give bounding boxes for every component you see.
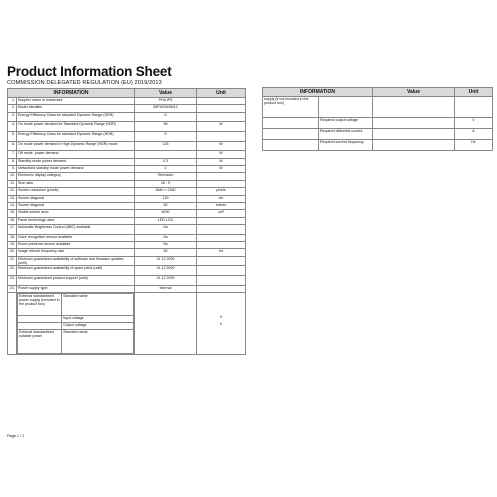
- header-value: Value: [135, 89, 197, 98]
- row-number: 5.: [8, 131, 17, 141]
- row-label: On mode power demand for Standard Dynamic Range (SDR): [17, 122, 135, 132]
- side-header-unit: Unit: [455, 88, 493, 97]
- row-unit: Hz: [197, 249, 246, 256]
- side-delivered-current-unit: A: [455, 129, 493, 140]
- row-number: 2.: [8, 105, 17, 112]
- table-row: [8, 173, 246, 180]
- table-row: [8, 151, 246, 158]
- table-row: [8, 256, 246, 266]
- row-value: G: [135, 112, 197, 122]
- input-voltage-label: Input voltage: [62, 316, 134, 323]
- row-number: 1.: [8, 98, 17, 105]
- row-label: Screen resolution (pixels): [17, 188, 135, 195]
- row-unit: W: [197, 151, 246, 158]
- row-label: Screen diagonal: [17, 195, 135, 202]
- row-unit: [197, 180, 246, 187]
- row-value: PHILIPS: [135, 98, 197, 105]
- side-current-frequency-unit: Hz: [455, 140, 493, 151]
- ext-std-label: External standardised power supply (included in the product box): [18, 294, 62, 316]
- row-number: 3.: [8, 112, 17, 122]
- row-label: Image refresh frequency rate: [17, 249, 135, 256]
- header-unit: Unit: [197, 89, 246, 98]
- row-label: Off mode, power demand: [17, 151, 135, 158]
- table-row: [8, 141, 246, 151]
- row-number: 22.: [8, 266, 17, 276]
- table-row: [8, 276, 246, 286]
- row-unit: W: [197, 122, 246, 132]
- page-footer: Page 1 / 2: [7, 434, 25, 438]
- row-value: Television: [135, 173, 197, 180]
- row-unit: inches: [197, 202, 246, 209]
- row-label: Minimum guaranteed availability of spare parts (until): [17, 266, 135, 276]
- table-row: [8, 195, 246, 202]
- row-unit: [197, 98, 246, 105]
- table-row: [8, 210, 246, 217]
- row-value: No: [135, 234, 197, 241]
- row-number: 6.: [8, 141, 17, 151]
- side-delivered-current: Required delivered current: [319, 129, 373, 140]
- row-number: 19.: [8, 242, 17, 249]
- row-number: 8.: [8, 158, 17, 165]
- row-label: Energy Efficiency Class for standard Dynamic Range (SDR): [17, 112, 135, 122]
- table-row: [8, 112, 246, 122]
- table-row: [8, 217, 246, 224]
- table-row: [8, 131, 246, 141]
- side-current-frequency: Required current frequency: [319, 140, 373, 151]
- table-row: [8, 158, 246, 165]
- row-value: 50: [135, 249, 197, 256]
- table-row: [8, 242, 246, 249]
- row-value: 96: [135, 122, 197, 132]
- row-value: 3840 × 2160: [135, 188, 197, 195]
- row-value: 125: [135, 141, 197, 151]
- row-value: 55: [135, 202, 197, 209]
- side-header-information: INFORMATION: [263, 88, 373, 97]
- input-voltage-unit: V: [219, 315, 223, 319]
- row-value: 0.3: [135, 158, 197, 165]
- row-number: 20.: [8, 249, 17, 256]
- row-label: Visible screen area: [17, 210, 135, 217]
- row-value: G: [135, 131, 197, 141]
- regulation-subtitle: COMMISSION DELEGATED REGULATION (EU) 2019/2013: [7, 80, 162, 86]
- row-label: Power supply type:: [17, 285, 135, 292]
- row-unit: [197, 173, 246, 180]
- row-unit: [197, 234, 246, 241]
- table-row: [8, 180, 246, 187]
- row-number: 4.: [8, 122, 17, 132]
- row-unit: [197, 276, 246, 286]
- row-number: 7.: [8, 151, 17, 158]
- row-unit: [197, 266, 246, 276]
- row-value: internal: [135, 285, 197, 292]
- info-table-body: [8, 98, 246, 293]
- row-value: 31 12 2029: [135, 266, 197, 276]
- std-name-label: Standard name: [62, 294, 134, 316]
- power-supply-subtable: [17, 293, 134, 354]
- table-row: [8, 105, 246, 112]
- table-row: [8, 188, 246, 195]
- row-value: 31 12 2030: [135, 256, 197, 266]
- row-value: 31 12 2029: [135, 276, 197, 286]
- row-value: 2: [135, 165, 197, 172]
- row-label: Supplier name or trademark: [17, 98, 135, 105]
- row-value: 55PUS9435/12: [135, 105, 197, 112]
- row-value: 16 : 9: [135, 180, 197, 187]
- row-number: 15.: [8, 210, 17, 217]
- output-voltage-unit: V: [219, 322, 223, 326]
- row-label: Voice recognition sensor available: [17, 234, 135, 241]
- row-number: 16.: [8, 217, 17, 224]
- row-unit: W: [197, 141, 246, 151]
- row-number: 14.: [8, 202, 17, 209]
- row-label: Screen diagonal: [17, 202, 135, 209]
- row-value: No: [135, 225, 197, 235]
- side-supply-label: supply (if not included in the product box): [263, 97, 319, 118]
- row-label: Panel technology used: [17, 217, 135, 224]
- row-unit: [197, 225, 246, 235]
- row-unit: [197, 217, 246, 224]
- row-label: Electronic display category: [17, 173, 135, 180]
- row-unit: cm: [197, 195, 246, 202]
- row-value: LED LCD: [135, 217, 197, 224]
- row-label: Minimum guaranteed product support (until): [17, 276, 135, 286]
- table-row: [8, 249, 246, 256]
- table-row: [8, 266, 246, 276]
- row-label: Networked standby mode power demand: [17, 165, 135, 172]
- table-row: [8, 98, 246, 105]
- row-unit: [197, 256, 246, 266]
- row-value: [135, 151, 197, 158]
- header-information: INFORMATION: [8, 89, 135, 98]
- table-row: [8, 165, 246, 172]
- side-output-voltage-unit: V: [455, 118, 493, 129]
- row-number: 18.: [8, 234, 17, 241]
- table-row: [8, 285, 246, 292]
- row-number: 10.: [8, 173, 17, 180]
- side-output-voltage: Required output voltage: [319, 118, 373, 129]
- row-label: Automatic Brightness Control (ABC) available: [17, 225, 135, 235]
- side-header-value: Value: [373, 88, 455, 97]
- row-label: Size ratio: [17, 180, 135, 187]
- row-label: Standby mode power demand: [17, 158, 135, 165]
- row-number: 12.: [8, 188, 17, 195]
- row-unit: pixels: [197, 188, 246, 195]
- table-row: [8, 234, 246, 241]
- side-table: [262, 87, 493, 151]
- row-number: 17.: [8, 225, 17, 235]
- row-label: On mode power demand in High Dynamic Range (HDR) mode: [17, 141, 135, 151]
- row-label: Model identifier: [17, 105, 135, 112]
- row-label: Energy Efficiency Class for standard Dynamic Range (HDR): [17, 131, 135, 141]
- output-voltage-label: Output voltage: [62, 323, 134, 330]
- row-label: Minimum guaranteed availability of software and firmware updates (until): [17, 256, 135, 266]
- ext-suitable-label: External standardised suitable power: [18, 330, 62, 354]
- row-number: 9.: [8, 165, 17, 172]
- row-unit: W: [197, 158, 246, 165]
- row-unit: [197, 242, 246, 249]
- row-value: No: [135, 242, 197, 249]
- row-number: 13.: [8, 195, 17, 202]
- row-number: 24.: [8, 285, 17, 292]
- row-unit: [197, 112, 246, 122]
- page-title: Product Information Sheet: [7, 64, 172, 79]
- row-value: 8290: [135, 210, 197, 217]
- row-number: 23.: [8, 276, 17, 286]
- table-row: [8, 225, 246, 235]
- row-label: Room presence sensor available: [17, 242, 135, 249]
- row-number: 11.: [8, 180, 17, 187]
- table-row: [8, 122, 246, 132]
- table-row: [8, 202, 246, 209]
- row-unit: cm²: [197, 210, 246, 217]
- row-value: 139: [135, 195, 197, 202]
- std-name-label-2: Standard name: [62, 330, 134, 354]
- info-table: [7, 88, 246, 355]
- row-unit: [197, 285, 246, 292]
- row-unit: [197, 105, 246, 112]
- row-unit: W: [197, 165, 246, 172]
- row-unit: [197, 131, 246, 141]
- row-number: 21.: [8, 256, 17, 266]
